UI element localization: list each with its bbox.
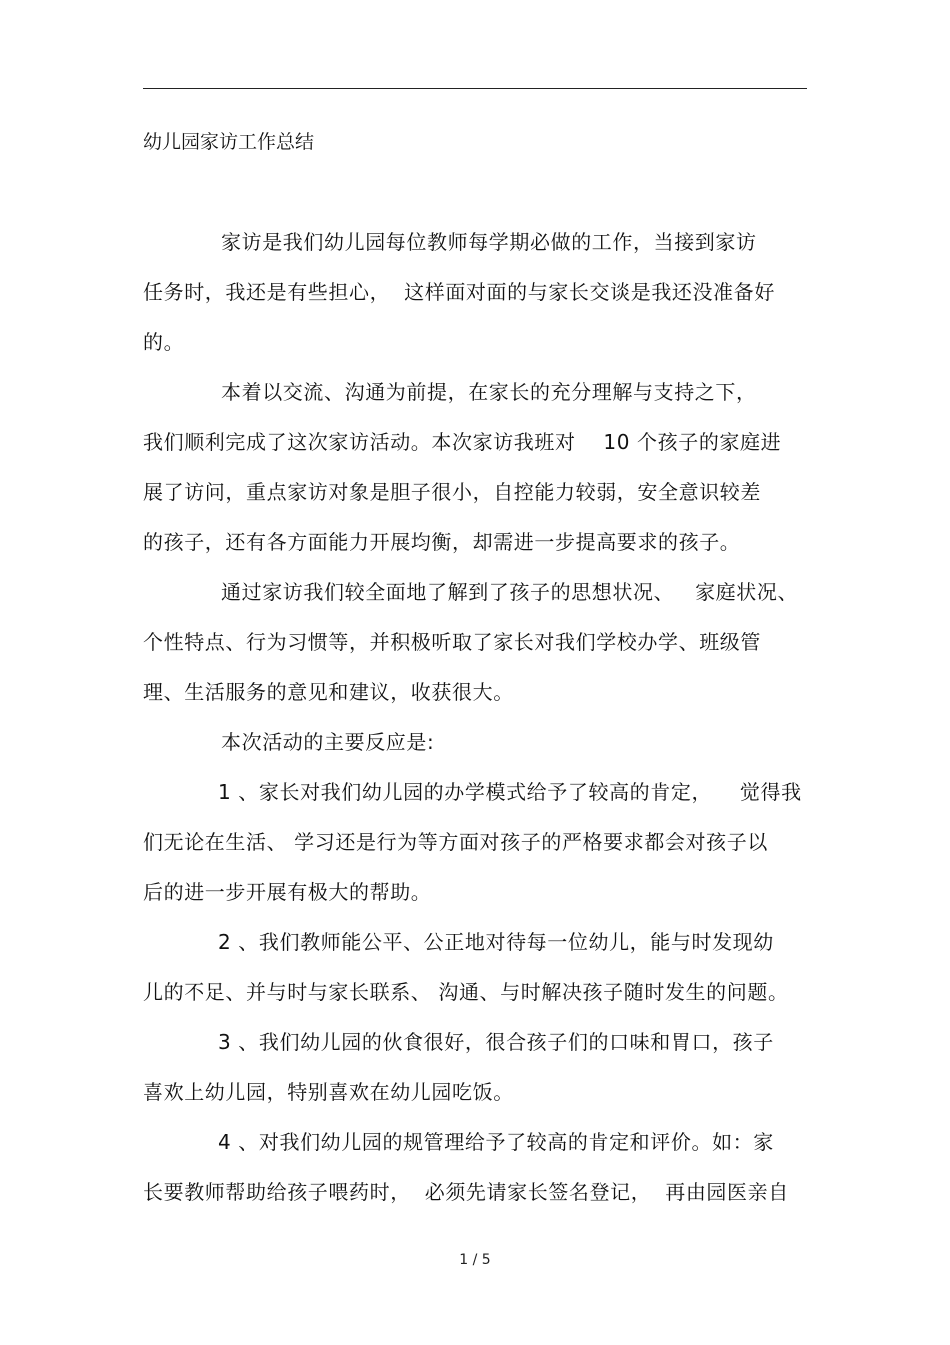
paragraph-line: 家访是我们幼儿园每位教师每学期必做的工作，当接到家访 [221,230,757,254]
paragraph-line: 1 、家长对我们幼儿园的办学模式给予了较高的肯定， 觉得我 [218,780,802,804]
paragraph-line: 儿的不足、并与时与家长联系、 沟通、与时解决孩子随时发生的问题。 [143,980,789,1004]
paragraph-line: 理、生活服务的意见和建议，收获很大。 [143,680,514,704]
paragraph-line: 任务时，我还是有些担心， 这样面对面的与家长交谈是我还没准备好 [143,280,775,304]
paragraph-line: 后的进一步开展有极大的帮助。 [143,880,432,904]
paragraph-line: 喜欢上幼儿园，特别喜欢在幼儿园吃饭。 [143,1080,514,1104]
paragraph-line: 通过家访我们较全面地了解到了孩子的思想状况、 家庭状况、 [221,580,799,604]
paragraph-line: 本次活动的主要反应是: [221,730,435,754]
page-number: 1 / 5 [459,1252,491,1268]
paragraph-line: 3 、我们幼儿园的伙食很好，很合孩子们的口味和胃口，孩子 [218,1030,774,1054]
paragraph-line: 们无论在生活、 学习还是行为等方面对孩子的严格要求都会对孩子以 [143,830,768,854]
paragraph-line: 个性特点、行为习惯等，并积极听取了家长对我们学校办学、班级管 [143,630,761,654]
document-title: 幼儿园家访工作总结 [143,131,315,153]
paragraph-line: 展了访问，重点家访对象是胆子很小，自控能力较弱，安全意识较差 [143,480,761,504]
paragraph-line: 我们顺利完成了这次家访活动。本次家访我班对 10 个孩子的家庭进 [143,430,782,454]
paragraph-line: 长要教师帮助给孩子喂药时， 必须先请家长签名登记， 再由园医亲自 [143,1180,789,1204]
paragraph-line: 的。 [143,330,185,354]
paragraph-line: 4 、对我们幼儿园的规管理给予了较高的肯定和评价。如：家 [218,1130,774,1154]
paragraph-line: 本着以交流、沟通为前提，在家长的充分理解与支持之下， [221,380,757,404]
header-rule [143,88,807,89]
paragraph-line: 2 、我们教师能公平、公正地对待每一位幼儿，能与时发现幼 [218,930,774,954]
paragraph-line: 的孩子，还有各方面能力开展均衡，却需进一步提高要求的孩子。 [143,530,741,554]
